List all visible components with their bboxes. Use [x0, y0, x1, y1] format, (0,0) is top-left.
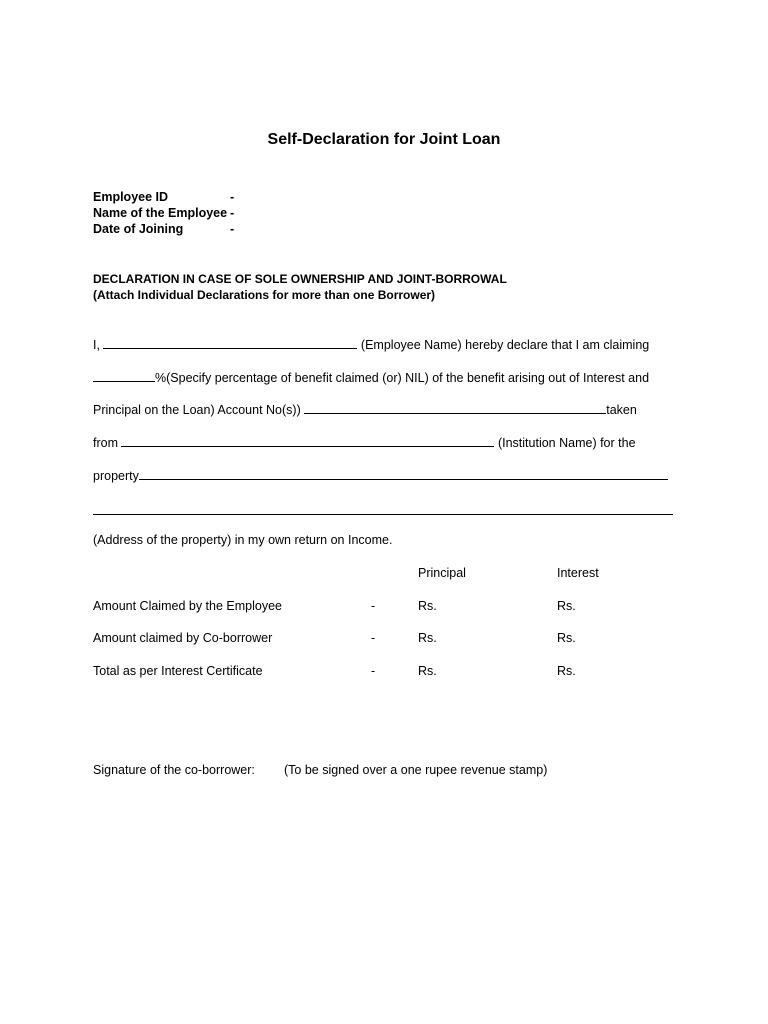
para-line3-suffix: taken	[606, 403, 637, 417]
declaration-subheading: (Attach Individual Declarations for more than one Borrower)	[93, 288, 436, 302]
property-blank	[139, 468, 668, 480]
para-line-3	[93, 402, 637, 417]
para-line3-prefix: Principal on the Loan) Account No(s))	[93, 403, 301, 417]
row-coborrower-label: Amount claimed by Co-borrower	[93, 631, 273, 645]
property-address-line	[93, 514, 673, 515]
para-line-1	[93, 337, 649, 352]
para-line1-prefix: I,	[93, 338, 100, 352]
row-coborrower-dash: -	[371, 631, 376, 645]
row-employee-label: Amount Claimed by the Employee	[93, 599, 282, 613]
percentage-blank	[93, 370, 155, 382]
signature-label: Signature of the co-borrower:	[93, 763, 255, 777]
row-total-principal: Rs.	[418, 664, 437, 678]
date-of-joining-label: Date of Joining	[93, 222, 184, 236]
para-line1-suffix: (Employee Name) hereby declare that I am claiming	[360, 338, 650, 352]
para-line5-prefix: property	[93, 469, 139, 483]
employee-name-blank	[103, 337, 357, 349]
institution-name-blank	[121, 435, 494, 447]
employee-id-dash: -	[230, 190, 235, 204]
para-line-5	[93, 468, 668, 483]
row-employee-principal: Rs.	[418, 599, 437, 613]
employee-name-dash: -	[230, 206, 235, 220]
col-interest-header: Interest	[557, 566, 599, 580]
para-line-7: (Address of the property) in my own return on Income.	[93, 533, 393, 547]
para-line-2	[93, 370, 649, 385]
row-employee-dash: -	[371, 599, 376, 613]
para-line-4	[93, 435, 636, 450]
signature-note: (To be signed over a one rupee revenue stamp)	[284, 763, 548, 777]
employee-id-label: Employee ID	[93, 190, 169, 204]
document-title: Self-Declaration for Joint Loan	[267, 131, 501, 148]
row-total-dash: -	[371, 664, 376, 678]
para-line2-suffix: %(Specify percentage of benefit claimed (or) NIL) of the benefit arising out of Interest and	[155, 371, 650, 385]
row-coborrower-principal: Rs.	[418, 631, 437, 645]
row-total-label: Total as per Interest Certificate	[93, 664, 263, 678]
row-employee-interest: Rs.	[557, 599, 576, 613]
col-principal-header: Principal	[418, 566, 466, 580]
para-line4-prefix: from	[93, 436, 118, 450]
account-number-blank	[304, 402, 606, 414]
para-line4-suffix: (Institution Name) for the	[497, 436, 636, 450]
declaration-heading: DECLARATION IN CASE OF SOLE OWNERSHIP AND JOINT-BORROWAL	[93, 272, 507, 286]
date-of-joining-dash: -	[230, 222, 235, 236]
employee-name-label: Name of the Employee	[93, 206, 228, 220]
row-coborrower-interest: Rs.	[557, 631, 576, 645]
row-total-interest: Rs.	[557, 664, 576, 678]
